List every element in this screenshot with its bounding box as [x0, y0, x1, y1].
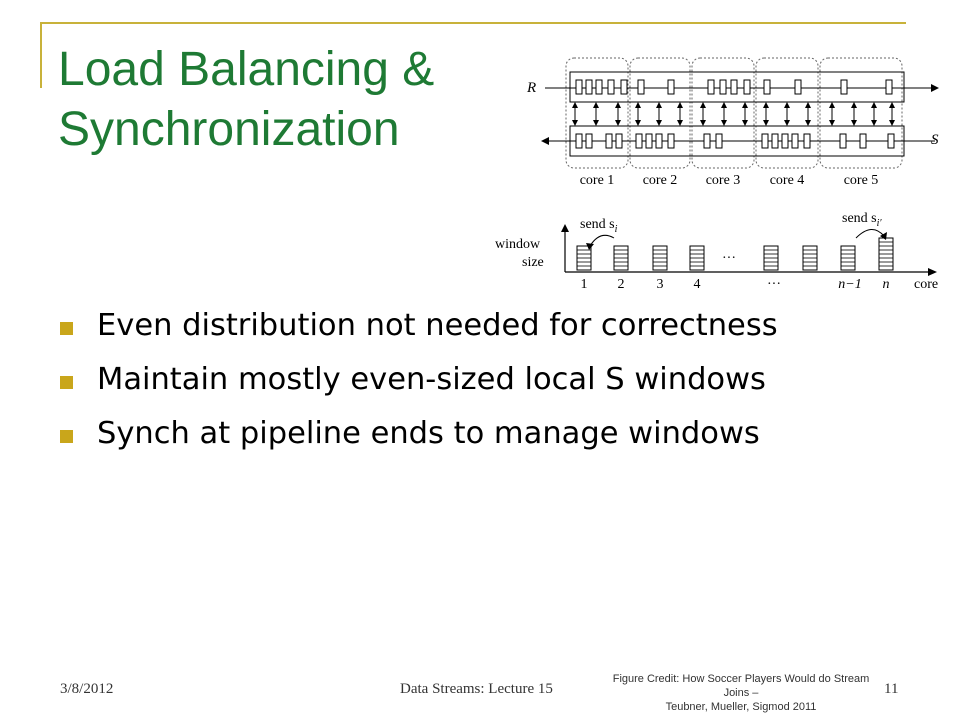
exchange-arrowhead — [742, 120, 748, 126]
bullet-item — [60, 306, 920, 346]
exchange-arrowhead — [615, 102, 621, 108]
x-tick-label: 1 — [580, 277, 588, 292]
bullet-square-icon — [60, 376, 73, 389]
tuple — [621, 80, 627, 94]
x-tick-label: 4 — [693, 277, 701, 292]
exchange-arrowhead — [615, 120, 621, 126]
footer-date: 3/8/2012 — [60, 681, 114, 697]
exchange-arrowhead — [805, 120, 811, 126]
exchange-arrowhead — [742, 102, 748, 108]
exchange-arrowhead — [784, 102, 790, 108]
exchange-arrowhead — [593, 102, 599, 108]
r-stream-arrowhead — [931, 84, 939, 92]
exchange-arrowhead — [677, 120, 683, 126]
tuple — [656, 134, 662, 148]
bullet-square-icon — [60, 322, 73, 335]
tuple — [638, 80, 644, 94]
x-tick-label: 3 — [656, 277, 664, 292]
figure-credit — [612, 672, 870, 714]
tuple — [586, 134, 592, 148]
bullet-text: Synch at pipeline ends to manage windows — [97, 416, 760, 451]
tuple — [860, 134, 866, 148]
exchange-arrowhead — [763, 120, 769, 126]
bullet-text: Maintain mostly even-sized local S windows — [97, 362, 766, 397]
bullet-item — [60, 414, 920, 454]
tuple — [708, 80, 714, 94]
frame-top-rule — [40, 22, 906, 24]
stream-r-label: R — [527, 80, 537, 96]
x-tick-labels — [581, 277, 890, 292]
ellipsis-top: ··· — [722, 251, 736, 266]
x-axis-arrow — [928, 268, 937, 276]
exchange-arrowhead — [889, 102, 895, 108]
tuple — [668, 134, 674, 148]
tuple — [886, 80, 892, 94]
footer-course: Data Streams: Lecture 15 — [400, 681, 553, 697]
exchange-arrowhead — [871, 102, 877, 108]
send-left-label: send $s_i$ — [580, 217, 618, 235]
tuple — [744, 80, 750, 94]
window-label-1: window — [495, 237, 541, 252]
tuple — [608, 80, 614, 94]
bullet-item — [60, 360, 920, 400]
tuple — [596, 80, 602, 94]
tuple — [764, 80, 770, 94]
bullet-text: Even distribution not needed for correctness — [97, 308, 778, 343]
core-label: core 3 — [705, 173, 741, 188]
y-axis-arrow — [561, 224, 569, 232]
title-line-2: Synchronization — [58, 103, 400, 156]
figure — [490, 50, 960, 300]
tuple — [804, 134, 810, 148]
frame-left-rule — [40, 22, 42, 88]
slide-title — [58, 40, 528, 160]
exchange-arrowhead — [851, 120, 857, 126]
exchange-arrowhead — [700, 120, 706, 126]
page-number: 11 — [884, 681, 899, 697]
exchange-arrowhead — [851, 102, 857, 108]
x-tick-label: n−1 — [838, 277, 862, 292]
tuple — [720, 80, 726, 94]
tuple — [668, 80, 674, 94]
tuple — [606, 134, 612, 148]
core-label: core 2 — [642, 173, 678, 188]
title-line-1: Load Balancing & — [58, 43, 435, 96]
x-axis-label: core — [914, 277, 939, 292]
exchange-arrowhead — [635, 102, 641, 108]
send-right-label: send $s_{i'}$ — [842, 211, 882, 229]
tuple — [716, 134, 722, 148]
exchange-arrowhead — [572, 102, 578, 108]
exchange-arrowhead — [700, 102, 706, 108]
exchange-arrowhead — [635, 120, 641, 126]
tuple — [576, 134, 582, 148]
exchange-arrowhead — [829, 120, 835, 126]
exchange-arrowhead — [805, 102, 811, 108]
x-tick-label: ··· — [767, 277, 781, 292]
tuple — [731, 80, 737, 94]
tuple — [782, 134, 788, 148]
x-tick-label: 2 — [617, 277, 625, 292]
tuple — [772, 134, 778, 148]
exchange-arrowhead — [871, 120, 877, 126]
exchange-arrowhead — [784, 120, 790, 126]
core-box — [630, 58, 690, 168]
credit-line-2: Teubner, Mueller, Sigmod 2011 — [665, 701, 817, 713]
exchange-arrowhead — [656, 120, 662, 126]
exchange-arrowhead — [889, 120, 895, 126]
tuple — [586, 80, 592, 94]
window-label-2: size — [522, 255, 544, 270]
core-boxes — [566, 58, 902, 168]
exchange-arrowhead — [763, 102, 769, 108]
exchange-arrowhead — [677, 102, 683, 108]
exchange-arrowhead — [656, 102, 662, 108]
tuple — [646, 134, 652, 148]
send-right-arrow — [856, 229, 884, 238]
tuple — [840, 134, 846, 148]
tuple — [636, 134, 642, 148]
streams — [541, 72, 939, 156]
tuple — [704, 134, 710, 148]
tuple — [795, 80, 801, 94]
exchange-arrowhead — [572, 120, 578, 126]
tuple — [792, 134, 798, 148]
tuple — [841, 80, 847, 94]
exchange-arrowhead — [829, 102, 835, 108]
tuple — [616, 134, 622, 148]
core-label: core 4 — [769, 173, 805, 188]
core-labels — [580, 173, 879, 188]
exchange-arrowhead — [721, 102, 727, 108]
tuple — [762, 134, 768, 148]
bullet-square-icon — [60, 430, 73, 443]
credit-line-1: Figure Credit: How Soccer Players Would do Stream Joins – — [612, 673, 870, 699]
tuple — [888, 134, 894, 148]
tuple — [576, 80, 582, 94]
s-stream-arrowhead — [541, 137, 549, 145]
bullet-list — [60, 306, 920, 468]
exchange-arrowhead — [593, 120, 599, 126]
x-tick-label: n — [882, 277, 890, 292]
exchange-arrowhead — [721, 120, 727, 126]
stream-s-label: S — [931, 132, 939, 148]
core-label: core 1 — [579, 173, 615, 188]
core-label: core 5 — [843, 173, 879, 188]
